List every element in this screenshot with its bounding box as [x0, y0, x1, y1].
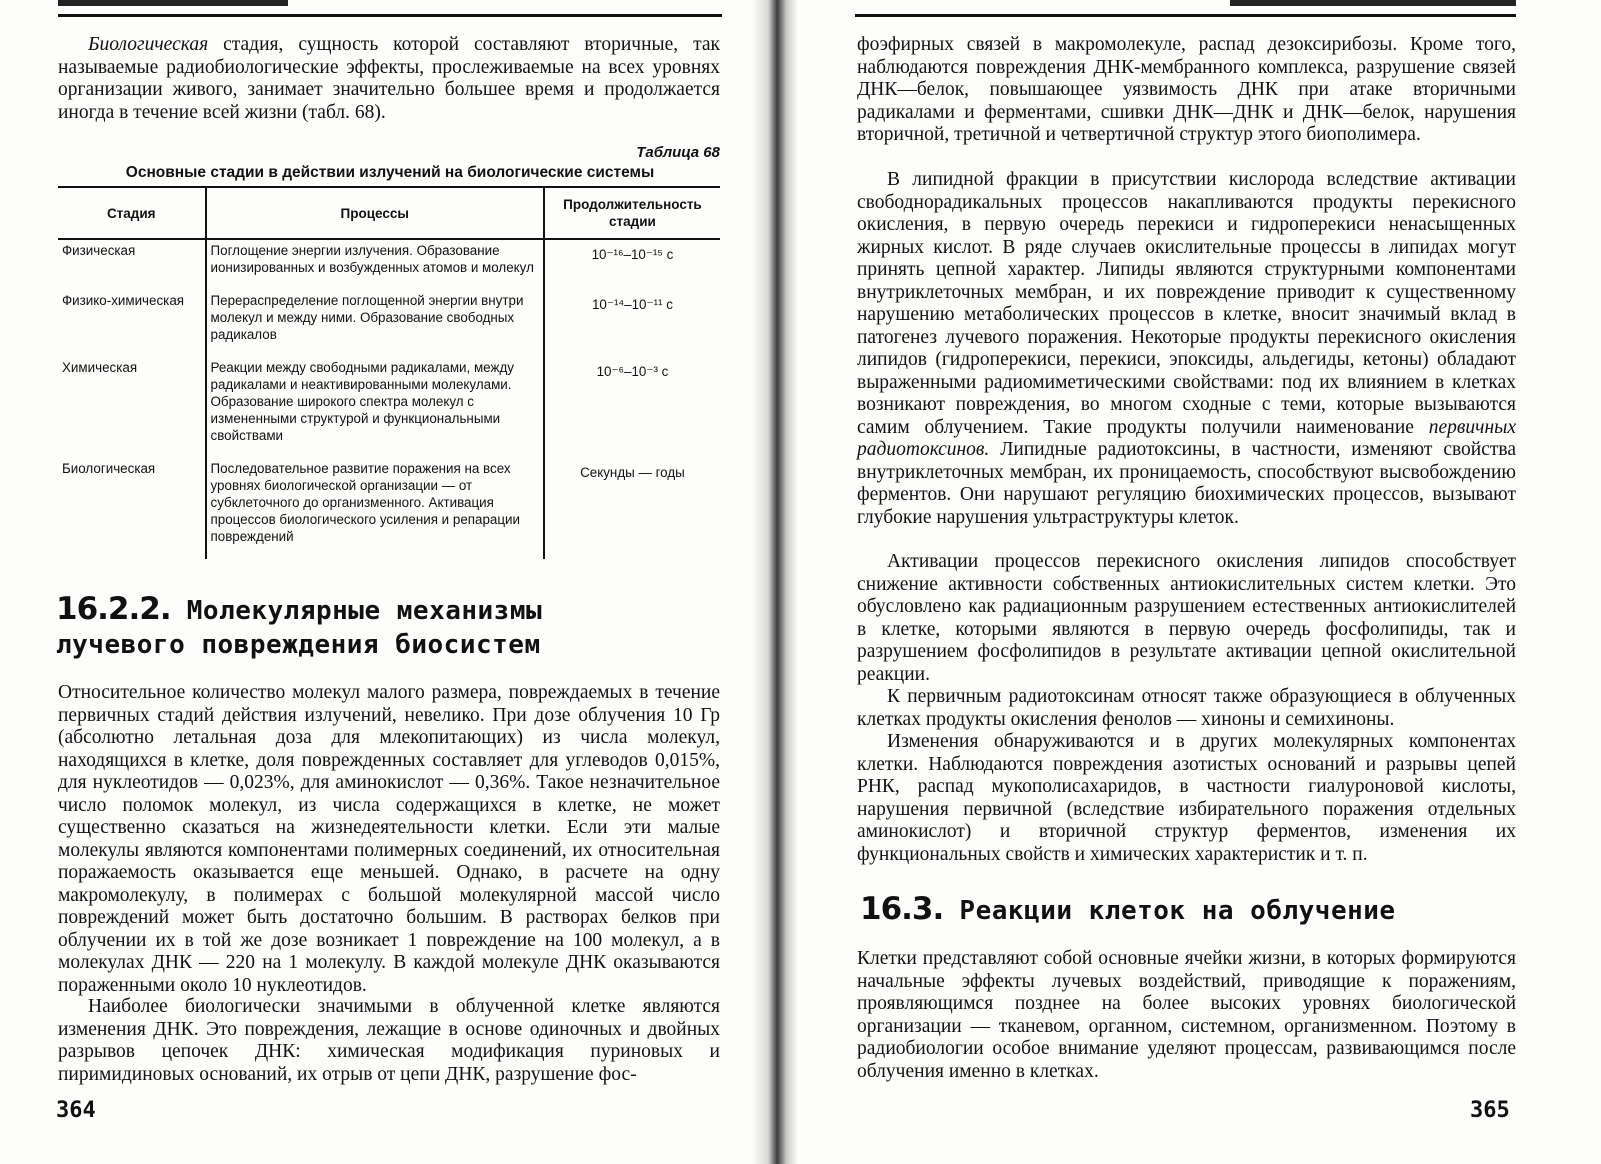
duration-cell: Секунды — годы	[544, 458, 720, 559]
process-cell: Перераспределение поглощенной энергии внутри молекул и между ними. Образование свободных радикалов	[206, 290, 544, 357]
process-cell: Поглощение энергии излучения. Образование ионизированных и возбужденных атомов и молекул	[206, 239, 544, 290]
page-number: 364	[56, 1098, 96, 1123]
section-number: 16.3.	[860, 891, 944, 927]
header-processes: Процессы	[206, 187, 544, 239]
left-page	[0, 0, 760, 1164]
duration-cell: 10⁻¹⁶–10⁻¹⁵ с	[544, 239, 720, 290]
header-stage: Стадия	[58, 187, 206, 239]
table-row	[58, 357, 720, 458]
table-title: Основные стадии в действии излучений на биологические системы	[125, 164, 655, 181]
intro-text: стадия, сущность которой составляют вторичные, так называемые радиобиологические эффекты, прослеживаемые на всех уровнях организации живого, занимает значительно большее время и продолжается иногда в течение всей жизни (табл. 68).	[58, 34, 721, 123]
header-rule	[855, 14, 1516, 17]
running-header-strip	[58, 0, 288, 6]
body-paragraph	[857, 169, 1516, 529]
duration-cell: 10⁻⁶–10⁻³ с	[544, 357, 720, 458]
intro-paragraph	[58, 34, 720, 124]
header-duration: Продолжительность стадии	[544, 187, 720, 239]
stage-cell: Физико-химическая	[62, 293, 185, 308]
section-title-line2: лучевого повреждения биосистем	[56, 630, 541, 660]
key-term: первичных радиотоксинов.	[857, 416, 1516, 460]
process-cell: Реакции между свободными радикалами, между радикалами и неактивированными молекулами. Образование широкого спектра молекул с измененными структурой и функциональными свойствами	[206, 357, 544, 458]
body-paragraph: К первичным радиотоксинам относят также образующиеся в облученных клетках продукты окисления фенолов — хиноны и семихиноны.	[857, 686, 1516, 730]
right-page	[790, 0, 1601, 1164]
section-heading-16-3	[860, 892, 1540, 928]
body-paragraph: Наиболее биологически значимыми в облученной клетке являются изменения ДНК. Это повреждения, лежащие в основе одиночных и двойных разрывов цепочек ДНК: химическая модификация пуриновых и пиримидиновых оснований, их отрыв от цепи ДНК, разрушение фос-	[58, 996, 720, 1085]
page-number: 365	[1470, 1098, 1510, 1123]
header-rule	[58, 14, 722, 17]
table-row	[58, 458, 720, 559]
table-row	[58, 290, 720, 357]
paragraph-text: Липидные радиотоксины, в частности, изменяют свойства внутриклеточных мембран, их проницаемость, способствуют высвобождению ферментов. Они нарушают регуляцию биохимических процессов, вызывают глубокие нарушения ультраструктуры клеток.	[857, 439, 1517, 528]
section-title: Реакции клеток на облучение	[959, 896, 1396, 926]
body-paragraph: Активации процессов перекисного окисления липидов способствует снижение активности собственных антиокислительных систем клетки. Это обусловлено как радиационным разрушением естественных антиокислителей в клетке, которыми являются в первую очередь фосфолипиды, так и разрушением фосфолипидов в результате активации цепной окислительной реакции.	[857, 551, 1516, 685]
stage-cell: Химическая	[62, 360, 138, 375]
table-header-row	[58, 187, 720, 239]
table-number: Таблица 68	[636, 144, 720, 161]
section-title-line1: Молекулярные механизмы	[186, 596, 543, 626]
section-heading-16-2-2	[56, 592, 736, 662]
body-paragraph: Изменения обнаруживаются и в других молекулярных компонентах клетки. Наблюдаются повреждения азотистых оснований и разрывы цепей РНК, распад мукополисахаридов, в частности гиалуроновой кислоты, нарушения первичной (вследствие избирательного поражения отдельных аминокислот) и вторичной структур ферментов, изменения их функциональных свойств и химических характеристик и т. п.	[857, 731, 1516, 865]
stage-cell: Физическая	[62, 243, 136, 258]
table-row	[58, 239, 720, 290]
running-header-strip	[1230, 0, 1516, 6]
body-paragraph: фоэфирных связей в макромолекуле, распад дезоксирибозы. Кроме того, наблюдаются повреждения ДНК-мембранного комплекса, разрушение связей ДНК—белок, повышающее уязвимость ДНК при атаке вторичными радикалами и ферментами, сшивки ДНК—ДНК и ДНК—белок, нарушения вторичной, третичной и четвертичной структур этого биополимера.	[857, 34, 1516, 145]
paragraph-text: В липидной фракции в присутствии кислорода вследствие активации свободнорадикальных процессов накапливаются продукты перекисного окисления, в первую очередь перекиси и гидроперекиси ненасыщенных жирных кислот. В ряде случаев окислительные процессы в липидах могут принять цепной характер. Липиды являются структурными компонентами внутриклеточных мембран, и их повреждение приводит к существенному нарушению метаболических процессов в клетке, вносит значимый вклад в патогенез лучевого поражения. Некоторые продукты перекисного окисления липидов (гидроперекиси, перекиси, эпоксиды, альдегиды, кетоны) обладают выраженными радиомиметическими свойствами: под их влиянием в клетках возникают повреждения, во многом сходные с теми, которые вызываются самим облучением. Такие продукты получили наименование	[857, 169, 1516, 438]
stage-cell: Биологическая	[62, 461, 156, 476]
section-number: 16.2.2.	[56, 591, 171, 627]
body-paragraph: Относительное количество молекул малого размера, повреждаемых в течение первичных стадий действия излучений, невелико. При дозе облучения 10 Гр (абсолютно летальная доза для млекопитающих) из числа молекул, находящихся в клетке, доля поврежденных составляет для углеводов 0,015%, для нуклеотидов — 0,023%, для аминокислот — 0,36%. Такое незначительное число поломок молекул, из числа содержащихся в клетке, не может существенно сказаться на жизнедеятельности клетки. Если эти малые молекулы являются компонентами полимерных соединений, их относительная поражаемость оказывается еще меньшей. Однако, в расчете на одну макромолекулу, в полимерах с большой молекулярной массой число повреждений может быть достаточно большим. В растворах белков при облучении их в той же дозе возникает 1 повреждение на 100 молекул, а в молекулах ДНК — 220 на 1 молекулу. В каждой молекуле ДНК оказываются пораженными около 10 нуклеотидов.	[58, 682, 720, 996]
intro-term: Биологическая	[88, 34, 209, 55]
body-paragraph: Клетки представляют собой основные ячейки жизни, в которых формируются начальные эффекты лучевых воздействий, приводящие к поражениям, проявляющимся позднее на более высоких уровнях биологической организации — тканевом, органном, системном, организменном. Поэтому в радиобиологии особое внимание уделяют процессам, развивающимся после облучения именно в клетках.	[857, 948, 1516, 1082]
duration-cell: 10⁻¹⁴–10⁻¹¹ с	[544, 290, 720, 357]
stages-table	[58, 186, 720, 559]
process-cell: Последовательное развитие поражения на всех уровнях биологической организации — от субклеточного до организменного. Активация процессов биологического усиления и репарации повреждений	[206, 458, 544, 559]
